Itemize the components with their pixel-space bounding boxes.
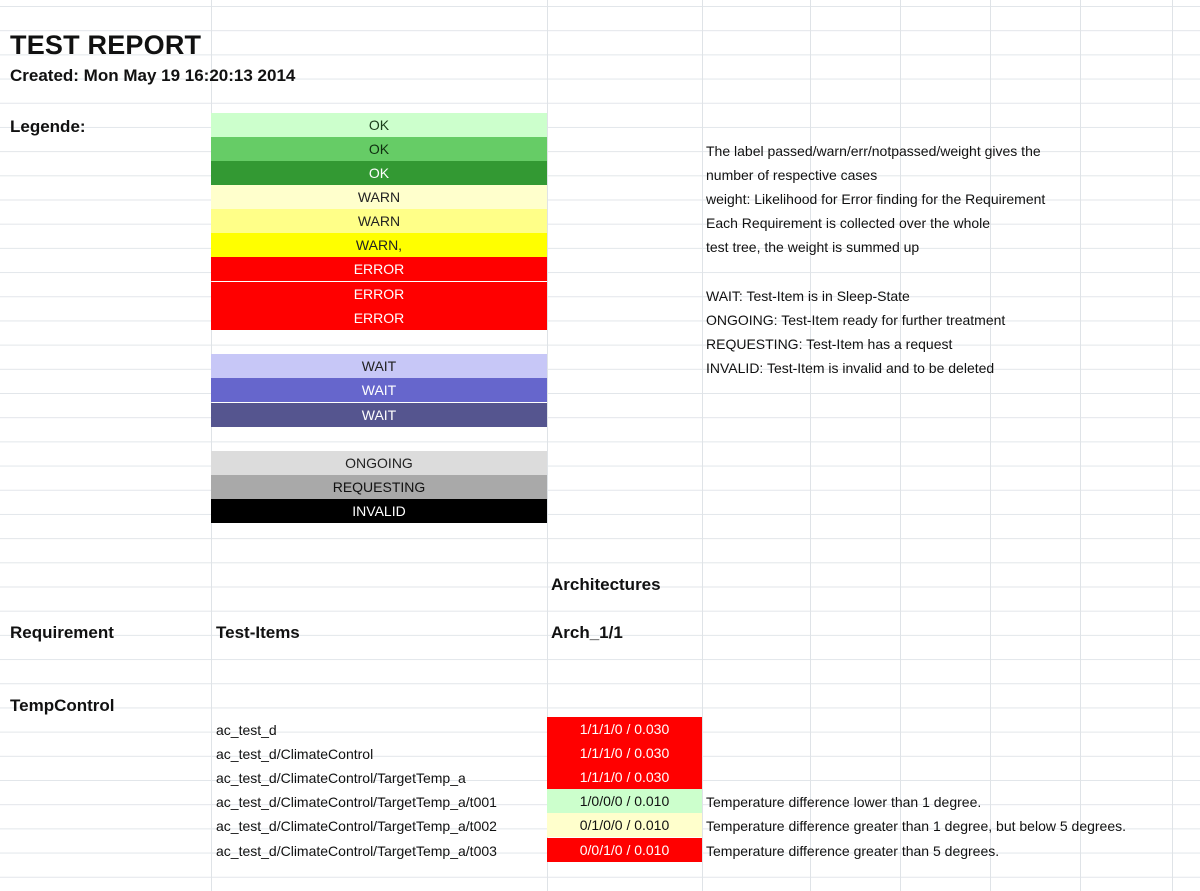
- result-note: Temperature difference greater than 1 degree, but below 5 degrees.: [706, 818, 1127, 834]
- legend-swatch-ongoing: ONGOING: [211, 451, 547, 475]
- legend-swatch-wait-2: WAIT: [211, 378, 547, 402]
- legend-swatch-error-2: ERROR: [211, 282, 547, 306]
- result-cell: 0/0/1/0 / 0.010: [547, 838, 702, 862]
- test-item-name: ac_test_d/ClimateControl/TargetTemp_a/t002: [216, 818, 497, 834]
- legend-swatch-error-3: ERROR: [211, 306, 547, 330]
- legend-swatch-wait-3: WAIT: [211, 403, 547, 427]
- arch-column-header: Arch_1/1: [551, 623, 623, 642]
- column-divider: [702, 0, 703, 891]
- legend-swatch-requesting: REQUESTING: [211, 475, 547, 499]
- legend-swatch-ok-2: OK: [211, 137, 547, 161]
- legend-note: REQUESTING: Test-Item has a request: [706, 336, 953, 352]
- report-title: TEST REPORT: [10, 30, 202, 60]
- result-note: Temperature difference greater than 5 degrees.: [706, 843, 1000, 859]
- column-divider: [1172, 0, 1173, 891]
- legend-swatch-ok-1: OK: [211, 113, 547, 137]
- created-timestamp: Created: Mon May 19 16:20:13 2014: [10, 66, 296, 85]
- column-divider: [1080, 0, 1081, 891]
- legend-label: Legende:: [10, 117, 86, 136]
- column-divider: [990, 0, 991, 891]
- result-cell: 0/1/0/0 / 0.010: [547, 813, 702, 837]
- result-cell: 1/1/1/0 / 0.030: [547, 765, 702, 789]
- legend-note: Each Requirement is collected over the whole: [706, 215, 991, 231]
- legend-swatch-error-1: ERROR: [211, 257, 547, 281]
- test-item-name: ac_test_d/ClimateControl/TargetTemp_a/t001: [216, 794, 497, 810]
- column-divider: [900, 0, 901, 891]
- legend-note: WAIT: Test-Item is in Sleep-State: [706, 288, 910, 304]
- legend-note: ONGOING: Test-Item ready for further treatment: [706, 312, 1006, 328]
- column-divider: [810, 0, 811, 891]
- legend-note: The label passed/warn/err/notpassed/weight gives the: [706, 143, 1041, 159]
- result-note: Temperature difference lower than 1 degree.: [706, 794, 982, 810]
- legend-swatch-invalid: INVALID: [211, 499, 547, 523]
- legend-note: weight: Likelihood for Error finding for the Requirement: [706, 191, 1046, 207]
- test-item-name: ac_test_d: [216, 722, 277, 738]
- test-item-name: ac_test_d/ClimateControl/TargetTemp_a: [216, 770, 466, 786]
- result-cell: 1/0/0/0 / 0.010: [547, 789, 702, 813]
- result-cell: 1/1/1/0 / 0.030: [547, 741, 702, 765]
- legend-swatch-ok-3: OK: [211, 161, 547, 185]
- legend-swatch-warn-2: WARN: [211, 209, 547, 233]
- legend-note: number of respective cases: [706, 167, 878, 183]
- result-cell: 1/1/1/0 / 0.030: [547, 717, 702, 741]
- architectures-label: Architectures: [551, 575, 661, 594]
- requirement-name: TempControl: [10, 696, 115, 715]
- legend-swatch-warn-3: WARN,: [211, 233, 547, 257]
- legend-note: test tree, the weight is summed up: [706, 239, 920, 255]
- legend-note: INVALID: Test-Item is invalid and to be deleted: [706, 360, 995, 376]
- legend-swatch-wait-1: WAIT: [211, 354, 547, 378]
- test-item-name: ac_test_d/ClimateControl/TargetTemp_a/t003: [216, 843, 497, 859]
- requirement-column-header: Requirement: [10, 623, 114, 642]
- test-items-column-header: Test-Items: [216, 623, 300, 642]
- test-item-name: ac_test_d/ClimateControl: [216, 746, 374, 762]
- legend-swatch-warn-1: WARN: [211, 185, 547, 209]
